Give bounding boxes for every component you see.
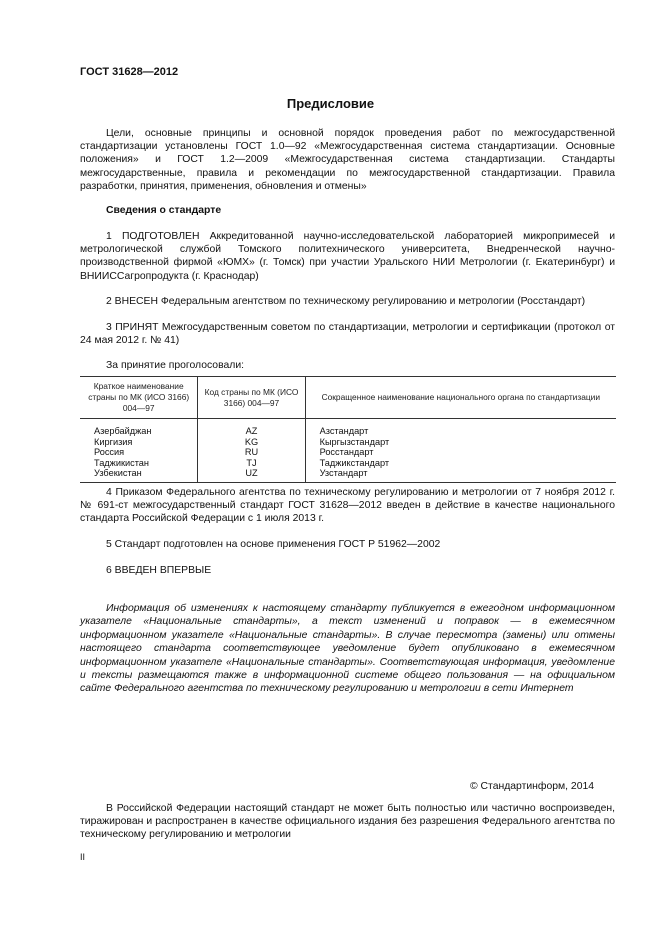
item-2: [80, 295, 615, 308]
intro-text: Цели, основные принципы и основной порядок проведения работ по межгосударственной стандартизации установлены ГОСТ 1.0—92 «Межгосударственная система стандартизации. Основные положения» и ГОСТ 1.2—2009 «Межгосударственная система стандартизации. Стандарты межгосударственные, правила и рекомендации по межгосударственной стандартизации. Правила разработки, принятия, применения, обновления и отмены»: [80, 128, 615, 192]
item-5-text: 5 Стандарт подготовлен на основе применения ГОСТ Р 51962—2002: [106, 539, 441, 550]
voting-table: [80, 376, 616, 483]
table-row: [80, 437, 616, 448]
column-header-organization: Сокращенное наименование национального органа по стандартизации: [305, 377, 616, 419]
organization-cell: Узстандарт: [305, 468, 616, 482]
section-subtitle: Сведения о стандарте: [106, 205, 222, 216]
table-header-row: [80, 377, 616, 419]
info-notice: Информация об изменениях к настоящему стандарту публикуется в ежегодном информационном указателе «Национальные стандарты», а текст изменений и поправок — в ежемесячном информационном указателе «Национальные стандарты». В случае пересмотра (замены) или отмены настоящего стандарта соответствующее уведомление будет опубликовано в ежемесячном информационном указателе «Национальные стандарты». Соответствующая информация, уведомление и тексты размещаются также в информационной системе общего пользования — на официальном сайте Федерального агентства по техническому регулированию и метрологии в сети Интернет: [80, 603, 615, 695]
vote-intro: За принятие проголосовали:: [106, 360, 245, 371]
copyright: © Стандартинформ, 2014: [470, 781, 595, 792]
item-6-text: 6 ВВЕДЕН ВПЕРВЫЕ: [106, 565, 212, 576]
column-header-code: Код страны по МК (ИСО 3166) 004—97: [198, 377, 305, 419]
document-header: ГОСТ 31628—2012: [80, 66, 179, 78]
item-2-text: 2 ВНЕСЕН Федеральным агентством по техническому регулированию и метрологии (Росстандарт): [106, 296, 586, 307]
country-cell: Россия: [94, 447, 125, 458]
item-3: [80, 321, 615, 347]
code-cell: UZ: [198, 468, 305, 482]
organization-cell: Таджикстандарт: [305, 458, 616, 469]
column-header-country: Краткое наименование страны по МК (ИСО 3166) 004—97: [80, 377, 198, 419]
code-cell: AZ: [198, 419, 305, 437]
intro-paragraph: [80, 127, 615, 193]
code-cell: KG: [198, 437, 305, 448]
country-cell: Узбекистан: [80, 468, 198, 482]
item-3-text: 3 ПРИНЯТ Межгосударственным советом по стандартизации, метрологии и сертификации (протокол от 24 мая 2012 г. № 41): [80, 322, 615, 347]
legal-notice: [80, 802, 615, 842]
item-1: [80, 230, 615, 283]
page-number: II: [80, 852, 86, 862]
table-row: [80, 468, 616, 482]
item-5: [80, 538, 615, 551]
country-cell: Таджикистан: [94, 457, 149, 468]
code-cell: RU: [198, 447, 305, 458]
table-row: [80, 458, 616, 469]
item-4-text: 4 Приказом Федерального агентства по техническому регулированию и метрологии от 7 ноября 2012 г. № 691-ст межгосударственный стандарт ГОСТ 31628—2012 введен в действие в качестве национального стандарта Российской Федерации с 1 июля 2013 г.: [80, 487, 615, 525]
item-6: [80, 564, 615, 577]
item-1-text: 1 ПОДГОТОВЛЕН Аккредитованной научно-исследовательской лабораторией микропримесей и метрологической службой Томского политехнического университета, Внедренческой научно-производственной фирмой «ЮМХ» (г. Томск) при участии Уральского НИИ Метрологии (г. Екатеринбург) и ВНИИССагропродукта (г. Краснодар): [80, 231, 615, 282]
country-cell: Азербайджан: [94, 426, 152, 436]
code-cell: TJ: [198, 458, 305, 469]
organization-cell: Росстандарт: [305, 447, 616, 458]
page-title: Предисловие: [286, 96, 375, 111]
table-row: [80, 447, 616, 458]
item-4: [80, 486, 615, 526]
organization-cell: Азстандарт: [305, 419, 616, 437]
legal-text: В Российской Федерации настоящий стандарт не может быть полностью или частично воспроизведен, тиражирован и распространен в качестве официального издания без разрешения Федерального агентства по техническому регулированию и метрологии: [80, 803, 615, 841]
organization-cell: Кыргызстандарт: [305, 437, 616, 448]
country-cell: Киргизия: [94, 436, 133, 447]
table-row: [80, 419, 616, 437]
